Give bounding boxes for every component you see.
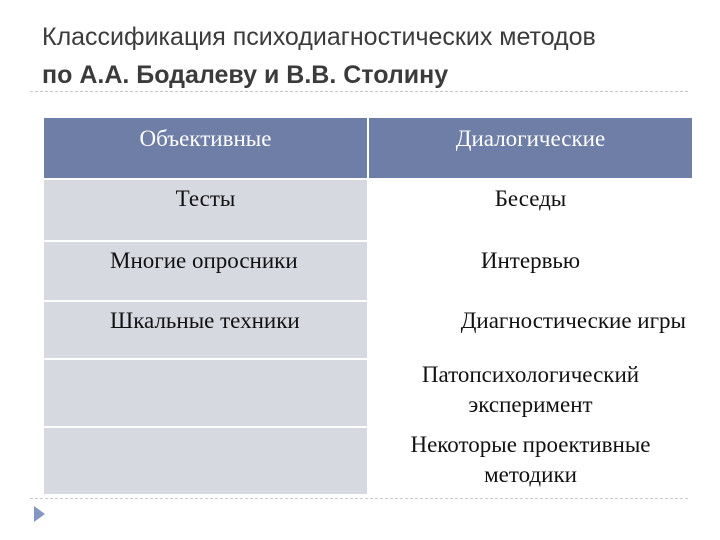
objective-cell: Тесты [44,179,368,241]
table-row [44,359,692,427]
dialogic-cell: Диагностические игры [368,301,692,359]
table-row [44,241,692,301]
objective-cell: Многие опросники [44,241,368,301]
table-row [44,427,692,494]
dialogic-cell: Патопсихологический эксперимент [368,359,692,427]
objective-cell: Шкальные техники [44,301,368,359]
bullet-arrow-icon [34,506,45,522]
objective-cell [44,427,368,494]
dialogic-cell: Беседы [368,179,692,241]
table-row [44,179,692,241]
slide-title-line-1: Классификация психодиагностических методов [42,23,596,51]
dialogic-cell: Интервью [368,241,692,301]
footer-divider [30,498,688,499]
slide-title-line-2: по А.А. Бодалеву и В.В. Столину [42,61,449,89]
header-objective: Объективные [44,118,368,179]
header-dialogic: Диалогические [368,118,692,179]
title-divider [30,91,688,92]
classification-table [44,118,692,494]
dialogic-cell: Некоторые проективные методики [368,427,692,494]
objective-cell [44,359,368,427]
slide-title [42,18,702,94]
table-header-row [44,118,692,179]
table-row [44,301,692,359]
